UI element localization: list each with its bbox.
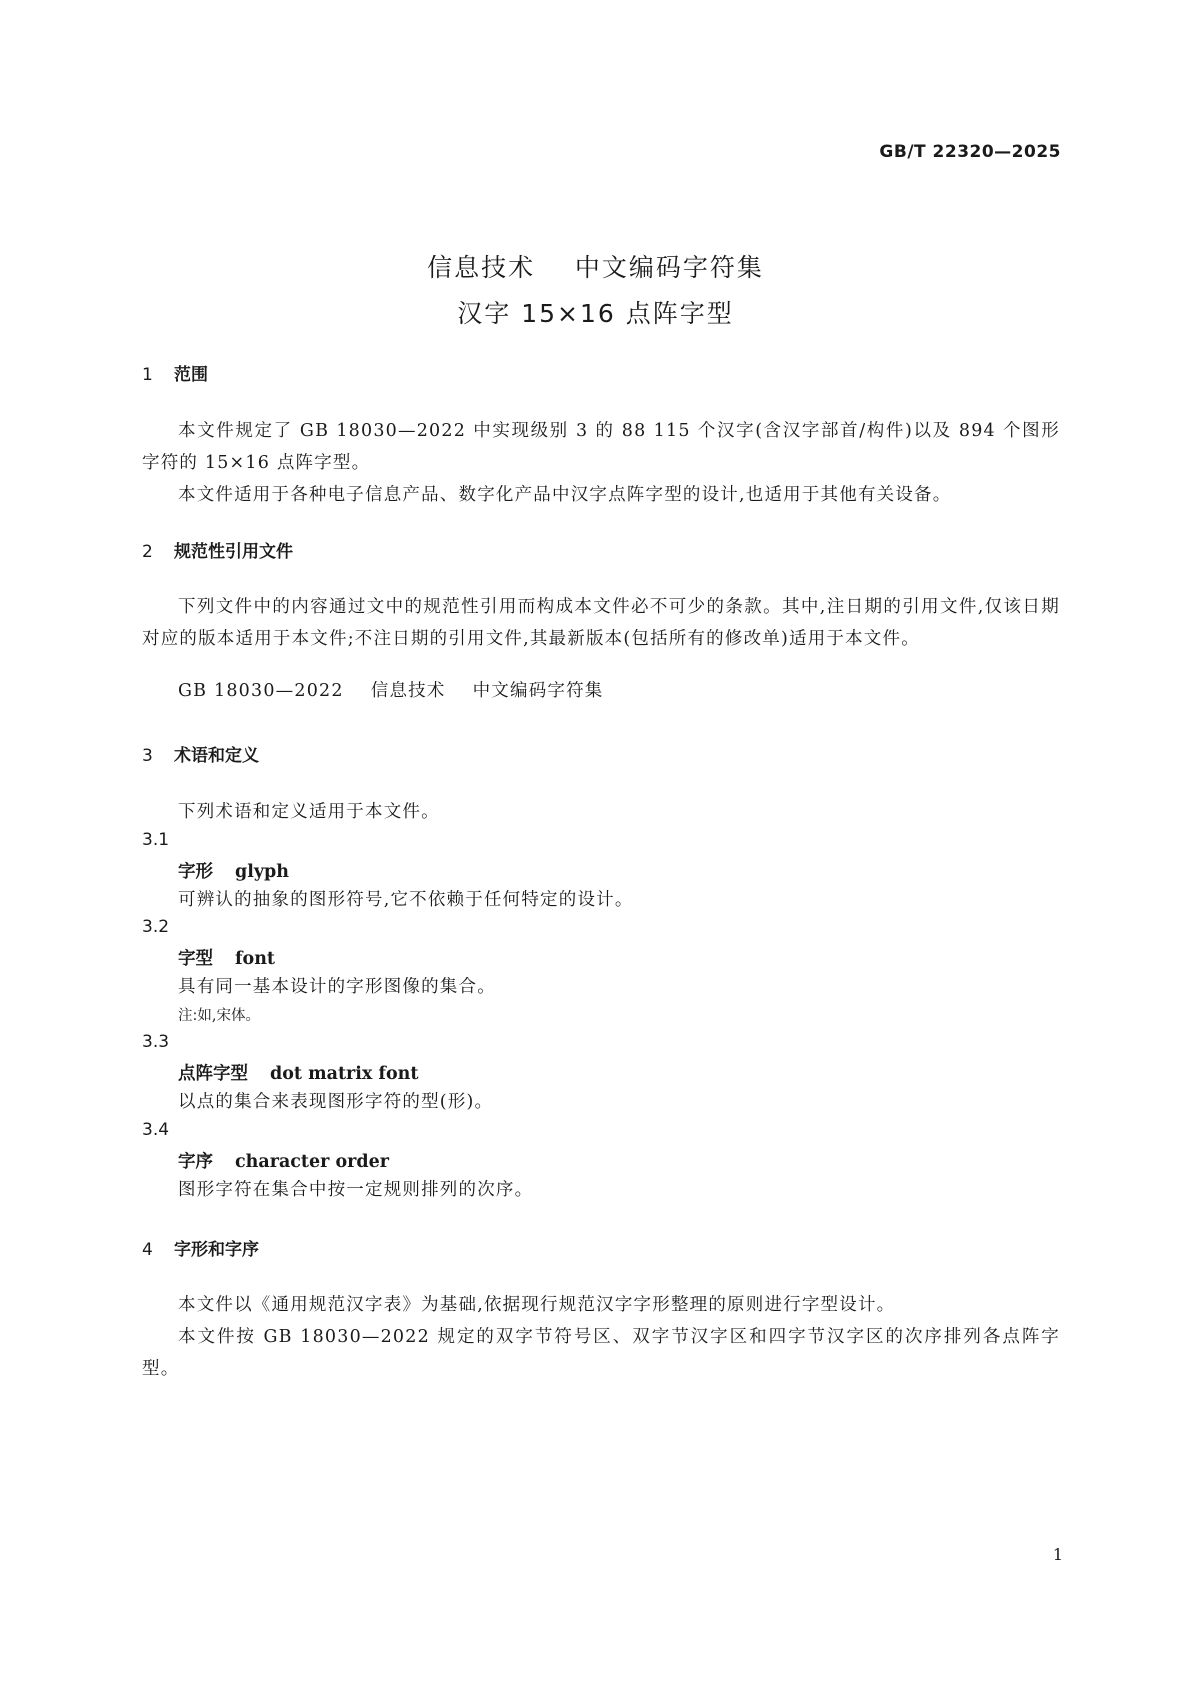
clause-number: 3.1 (142, 830, 170, 850)
section-2-paragraph: 下列文件中的内容通过文中的规范性引用而构成本文件必不可少的条款。其中,注日期的引用文件,仅该日期对应的版本适用于本文件;不注日期的引用文件,其最新版本(包括所有的修改单)适用于本文件。 (142, 597, 1060, 649)
section-1-paragraph-2: 本文件适用于各种电子信息产品、数字化产品中汉字点阵字型的设计,也适用于其他有关设备。 (178, 485, 952, 505)
section-4-heading (142, 1235, 259, 1260)
term-heading (178, 858, 289, 883)
term-en: dot matrix font (270, 1064, 419, 1084)
clause-number: 3.2 (142, 917, 170, 937)
document-title (0, 245, 1191, 337)
term-zh: 点阵字型 (178, 1064, 248, 1084)
section-title: 范围 (174, 365, 208, 385)
term-en: glyph (235, 862, 290, 882)
section-3-intro: 下列术语和定义适用于本文件。 (178, 802, 440, 822)
clause-number: 3.4 (142, 1120, 170, 1140)
term-en: font (235, 949, 276, 969)
page-number: 1 (1052, 1545, 1063, 1564)
section-4-paragraph-2: 本文件按 GB 18030—2022 规定的双字节符号区、双字节汉字区和四字节汉字区的次序排列各点阵字型。 (142, 1327, 1060, 1379)
section-title: 规范性引用文件 (174, 542, 293, 562)
section-1-paragraph-1: 本文件规定了 GB 18030—2022 中实现级别 3 的 88 115 个汉字(含汉字部首/构件)以及 894 个图形字符的 15×16 点阵字型。 (142, 421, 1060, 473)
section-number: 4 (142, 1240, 153, 1260)
term-en: character order (235, 1152, 389, 1172)
term-definition: 可辨认的抽象的图形符号,它不依赖于任何特定的设计。 (178, 890, 634, 910)
section-number: 1 (142, 365, 153, 385)
section-number: 2 (142, 542, 153, 562)
term-heading (178, 1148, 389, 1173)
section-1-heading (142, 360, 208, 385)
term-zh: 字序 (178, 1152, 213, 1172)
term-definition: 具有同一基本设计的字形图像的集合。 (178, 977, 496, 997)
note-text: 如,宋体。 (197, 1008, 260, 1024)
standard-code: GB/T 22320—2025 (879, 142, 1061, 162)
section-3-heading (142, 741, 259, 766)
section-title: 字形和字序 (174, 1240, 259, 1260)
note-label: 注: (178, 1008, 198, 1024)
term-zh: 字型 (178, 949, 213, 969)
section-2-heading (142, 537, 293, 562)
title-line-1: 信息技术 中文编码字符集 (427, 253, 764, 282)
section-4-paragraph-1: 本文件以《通用规范汉字表》为基础,依据现行规范汉字字形整理的原则进行字型设计。 (178, 1295, 896, 1315)
section-title: 术语和定义 (174, 746, 259, 766)
term-note (178, 1004, 260, 1025)
term-zh: 字形 (178, 862, 213, 882)
clause-number: 3.3 (142, 1032, 170, 1052)
term-heading (178, 1060, 418, 1085)
section-number: 3 (142, 746, 153, 766)
title-line-2: 汉字 15×16 点阵字型 (457, 299, 734, 328)
term-heading (178, 945, 275, 970)
normative-reference: GB 18030—2022 信息技术 中文编码字符集 (178, 681, 604, 701)
term-definition: 图形字符在集合中按一定规则排列的次序。 (178, 1180, 534, 1200)
term-definition: 以点的集合来表现图形字符的型(形)。 (178, 1092, 494, 1112)
